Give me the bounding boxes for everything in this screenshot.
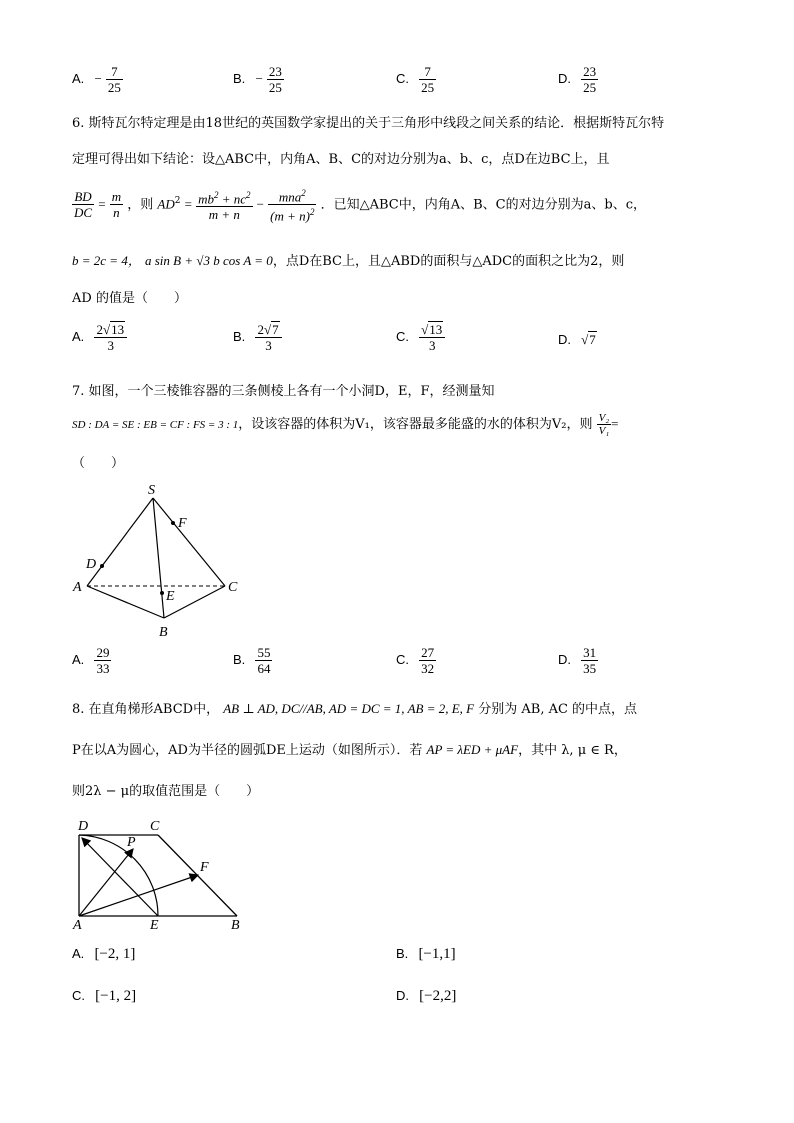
label-D: D bbox=[86, 557, 97, 572]
label-P: P bbox=[127, 835, 136, 850]
q5-option-a[interactable] bbox=[72, 64, 123, 95]
option-label: D. bbox=[558, 332, 571, 347]
label-D: D bbox=[78, 819, 89, 834]
fraction: $\frac{29}{33}$ bbox=[96, 645, 110, 676]
label-B: B bbox=[231, 918, 240, 930]
q8-option-a[interactable] bbox=[72, 946, 135, 963]
interval: [−2,2] bbox=[419, 988, 457, 1004]
q5-option-c[interactable] bbox=[396, 64, 436, 95]
vector-AF bbox=[79, 875, 198, 916]
q7-option-b[interactable] bbox=[233, 645, 272, 676]
label-A: A bbox=[73, 918, 82, 930]
fraction: $\frac{27}{32}$ bbox=[421, 645, 435, 676]
label-F: F bbox=[200, 860, 209, 875]
label-C: C bbox=[228, 580, 238, 595]
fraction: $\frac{55}{64}$ bbox=[257, 645, 271, 676]
q8-option-b[interactable] bbox=[396, 946, 456, 963]
option-label: C. bbox=[396, 71, 409, 86]
option-label: B. bbox=[233, 71, 246, 86]
q8-trapezoid-figure bbox=[70, 815, 250, 930]
option-label: D. bbox=[558, 652, 571, 667]
minus-sign: − bbox=[94, 71, 102, 86]
label-S: S bbox=[148, 483, 155, 498]
q6-option-a[interactable] bbox=[72, 322, 127, 353]
edge-SB bbox=[153, 498, 164, 618]
q8-option-c[interactable] bbox=[72, 988, 136, 1005]
edge-AB bbox=[87, 586, 164, 618]
q8-option-d[interactable] bbox=[396, 988, 456, 1005]
q7-paren: （ ） bbox=[72, 456, 125, 471]
q7-option-c[interactable] bbox=[396, 645, 436, 676]
option-label: A. bbox=[72, 652, 85, 667]
option-label: D. bbox=[558, 71, 571, 86]
q7-option-a[interactable] bbox=[72, 645, 111, 676]
label-A: A bbox=[73, 580, 82, 595]
interval: [−1, 2] bbox=[95, 988, 137, 1004]
q7-option-d[interactable] bbox=[558, 645, 598, 676]
option-label: B. bbox=[396, 946, 409, 961]
fraction: $\frac{7}{25}$ bbox=[107, 64, 121, 95]
q6-line2: 定理可得出如下结论：设△ABC中，内角A、B、C的对边分别为a、b、c，点D在边BC上，且 bbox=[72, 152, 610, 167]
option-label: A. bbox=[72, 71, 85, 86]
q8-line2: P在以A为圆心，AD为半径的圆弧DE上运动（如图所示）．若 AP = λED + μAF，其中 λ, μ ∈ R， bbox=[72, 742, 627, 758]
edge-SC bbox=[153, 498, 225, 586]
q7-line2: SD : DA = SE : EB = CF : FS = 3 : 1，设该容器的体积为V₁，该容器最多能盛的水的体积为V₂，则 $\frac{\text{V₂}}{\text{V₁}}$ = bbox=[72, 412, 619, 437]
option-label: A. bbox=[72, 946, 85, 961]
q8-line3: 则2λ − μ的取值范围是（ ） bbox=[72, 784, 260, 799]
q5-option-b[interactable] bbox=[233, 64, 284, 95]
q6-line1: 6. 斯特瓦尔特定理是由18世纪的英国数学家提出的关于三角形中线段之间关系的结论．根据斯特瓦尔特 bbox=[72, 116, 665, 131]
option-label: B. bbox=[233, 652, 246, 667]
q6-option-c[interactable] bbox=[396, 322, 445, 353]
q6-option-d[interactable]: D. √7 bbox=[558, 332, 596, 347]
label-E: E bbox=[166, 589, 175, 604]
fraction: $\frac{23}{25}$ bbox=[268, 64, 282, 95]
q7-tetrahedron-figure bbox=[70, 478, 250, 643]
vector-ED bbox=[82, 838, 158, 916]
point-F bbox=[171, 521, 175, 525]
fraction: $\frac{√13}{3}$ bbox=[419, 322, 445, 353]
option-label: B. bbox=[233, 329, 246, 344]
q5-option-d[interactable] bbox=[558, 64, 598, 95]
q6-option-b[interactable] bbox=[233, 322, 282, 353]
label-B: B bbox=[159, 625, 168, 640]
point-D bbox=[100, 564, 104, 568]
label-E: E bbox=[150, 918, 159, 930]
q6-stewart-formula: $\frac{BD}{DC}$ = $\frac{m}{n}$ ，则 $AD^2$ = $\frac{mb^2 + nc^2}{m + n}$ − $\frac{mna^2}{(m + n)^2}$ ．已知△ABC中，内角A、B、C的对边分别为a、b、c， bbox=[74, 188, 646, 224]
minus-sign: − bbox=[255, 71, 263, 86]
option-label: C. bbox=[72, 988, 85, 1003]
fraction: $\frac{2√13}{3}$ bbox=[94, 322, 127, 353]
option-label: D. bbox=[396, 988, 409, 1003]
fraction: $\frac{7}{25}$ bbox=[421, 64, 435, 95]
q6-line5: AD 的值是（ ） bbox=[72, 291, 187, 306]
q8-line1: 8. 在直角梯形ABCD中， AB ⊥ AD, DC//AB, AD = DC = 1, AB = 2, E, F 分别为 AB, AC 的中点，点 bbox=[72, 701, 638, 717]
label-C: C bbox=[150, 819, 160, 834]
option-label: C. bbox=[396, 329, 409, 344]
option-label: C. bbox=[396, 652, 409, 667]
edge-SA bbox=[87, 498, 153, 586]
interval: [−1,1] bbox=[418, 946, 456, 962]
label-F: F bbox=[178, 516, 187, 531]
interval: [−2, 1] bbox=[94, 946, 136, 962]
fraction: $\frac{31}{35}$ bbox=[583, 645, 597, 676]
q7-line1: 7. 如图，一个三棱锥容器的三条侧棱上各有一个小洞D，E，F，经测量知 bbox=[72, 384, 495, 399]
q6-line4: b = 2c = 4， a sin B + √3 b cos A = 0，点D在BC上，且△ABD的面积与△ADC的面积之比为2，则 bbox=[72, 253, 625, 269]
option-label: A. bbox=[72, 329, 85, 344]
point-E bbox=[160, 591, 164, 595]
fraction: $\frac{2√7}{3}$ bbox=[255, 322, 281, 353]
fraction: $\frac{23}{25}$ bbox=[583, 64, 597, 95]
q6-given-text: ．已知△ABC中，内角A、B、C的对边分别为a、b、c， bbox=[320, 197, 646, 213]
